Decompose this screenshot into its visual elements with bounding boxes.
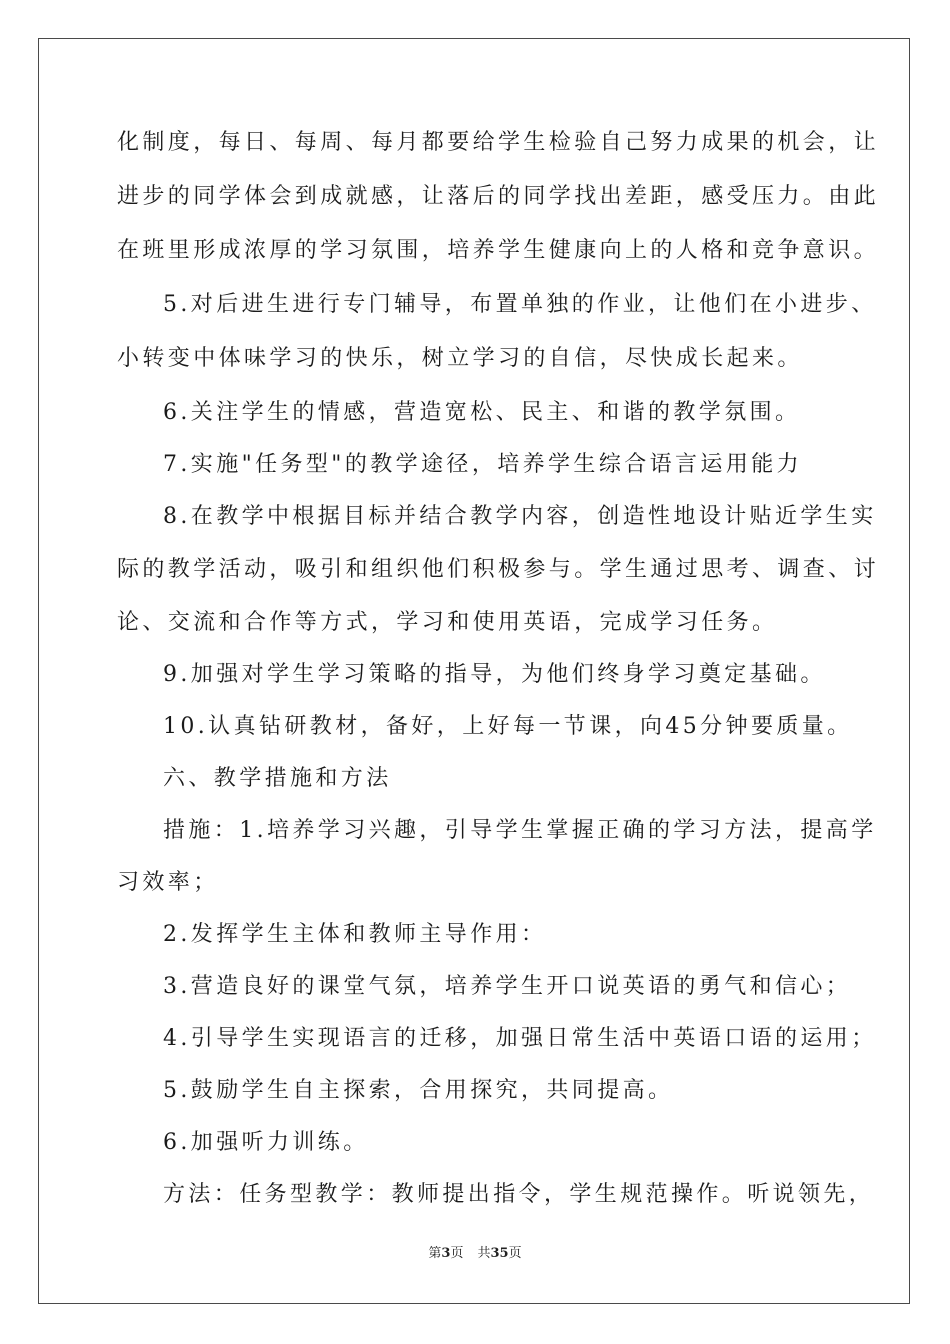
paragraph-line: 际的教学活动，吸引和组织他们积极参与。学生通过思考、调查、讨: [117, 557, 880, 582]
total-pages: 35: [490, 1246, 509, 1261]
paragraph-line: 3.营造良好的课堂气氛，培养学生开口说英语的勇气和信心；: [163, 974, 852, 999]
total-suffix: 页: [508, 1246, 522, 1261]
paragraph-line: 习效率；: [117, 870, 219, 895]
paragraph-line: 进步的同学体会到成就感，让落后的同学找出差距，感受压力。由此: [117, 184, 880, 209]
paragraph-line: 方法：任务型教学：教师提出指令，学生规范操作。听说领先，: [163, 1182, 875, 1207]
paragraph-line: 9.加强对学生学习策略的指导，为他们终身学习奠定基础。: [163, 662, 826, 687]
paragraph-line: 6.关注学生的情感，营造宽松、民主、和谐的教学氛围。: [163, 400, 801, 425]
paragraph-line: 措施：1.培养学习兴趣，引导学生掌握正确的学习方法，提高学: [163, 818, 877, 843]
page-footer: [0, 1245, 950, 1263]
paragraph-line: 4.引导学生实现语言的迁移，加强日常生活中英语口语的运用；: [163, 1026, 877, 1051]
paragraph-line: 2.发挥学生主体和教师主导作用：: [163, 922, 547, 947]
paragraph-line: 5.对后进生进行专门辅导，布置单独的作业，让他们在小进步、: [163, 292, 877, 317]
paragraph-line: 论、交流和合作等方式，学习和使用英语，完成学习任务。: [117, 610, 778, 635]
paragraph-line: 6.加强听力训练。: [163, 1130, 369, 1155]
paragraph-line: 小转变中体味学习的快乐，树立学习的自信，尽快成长起来。: [117, 346, 803, 371]
paragraph-line: 7.实施"任务型"的教学途径，培养学生综合语言运用能力: [163, 452, 803, 477]
paragraph-line: 5.鼓励学生自主探索，合用探究，共同提高。: [163, 1078, 674, 1103]
page-number: 3: [441, 1246, 451, 1261]
total-prefix: 共: [477, 1246, 491, 1261]
page-prefix: 第: [428, 1246, 442, 1261]
paragraph-line: 化制度，每日、每周、每月都要给学生检验自己努力成果的机会，让: [117, 130, 880, 155]
paragraph-line: 10.认真钻研教材，备好，上好每一节课，向45分钟要质量。: [163, 714, 853, 739]
paragraph-line: 8.在教学中根据目标并结合教学内容，创造性地设计贴近学生实: [163, 504, 877, 529]
paragraph-line: 在班里形成浓厚的学习氛围，培养学生健康向上的人格和竞争意识。: [117, 238, 880, 263]
section-heading: 六、教学措施和方法: [163, 766, 392, 791]
page-suffix: 页: [450, 1246, 464, 1261]
